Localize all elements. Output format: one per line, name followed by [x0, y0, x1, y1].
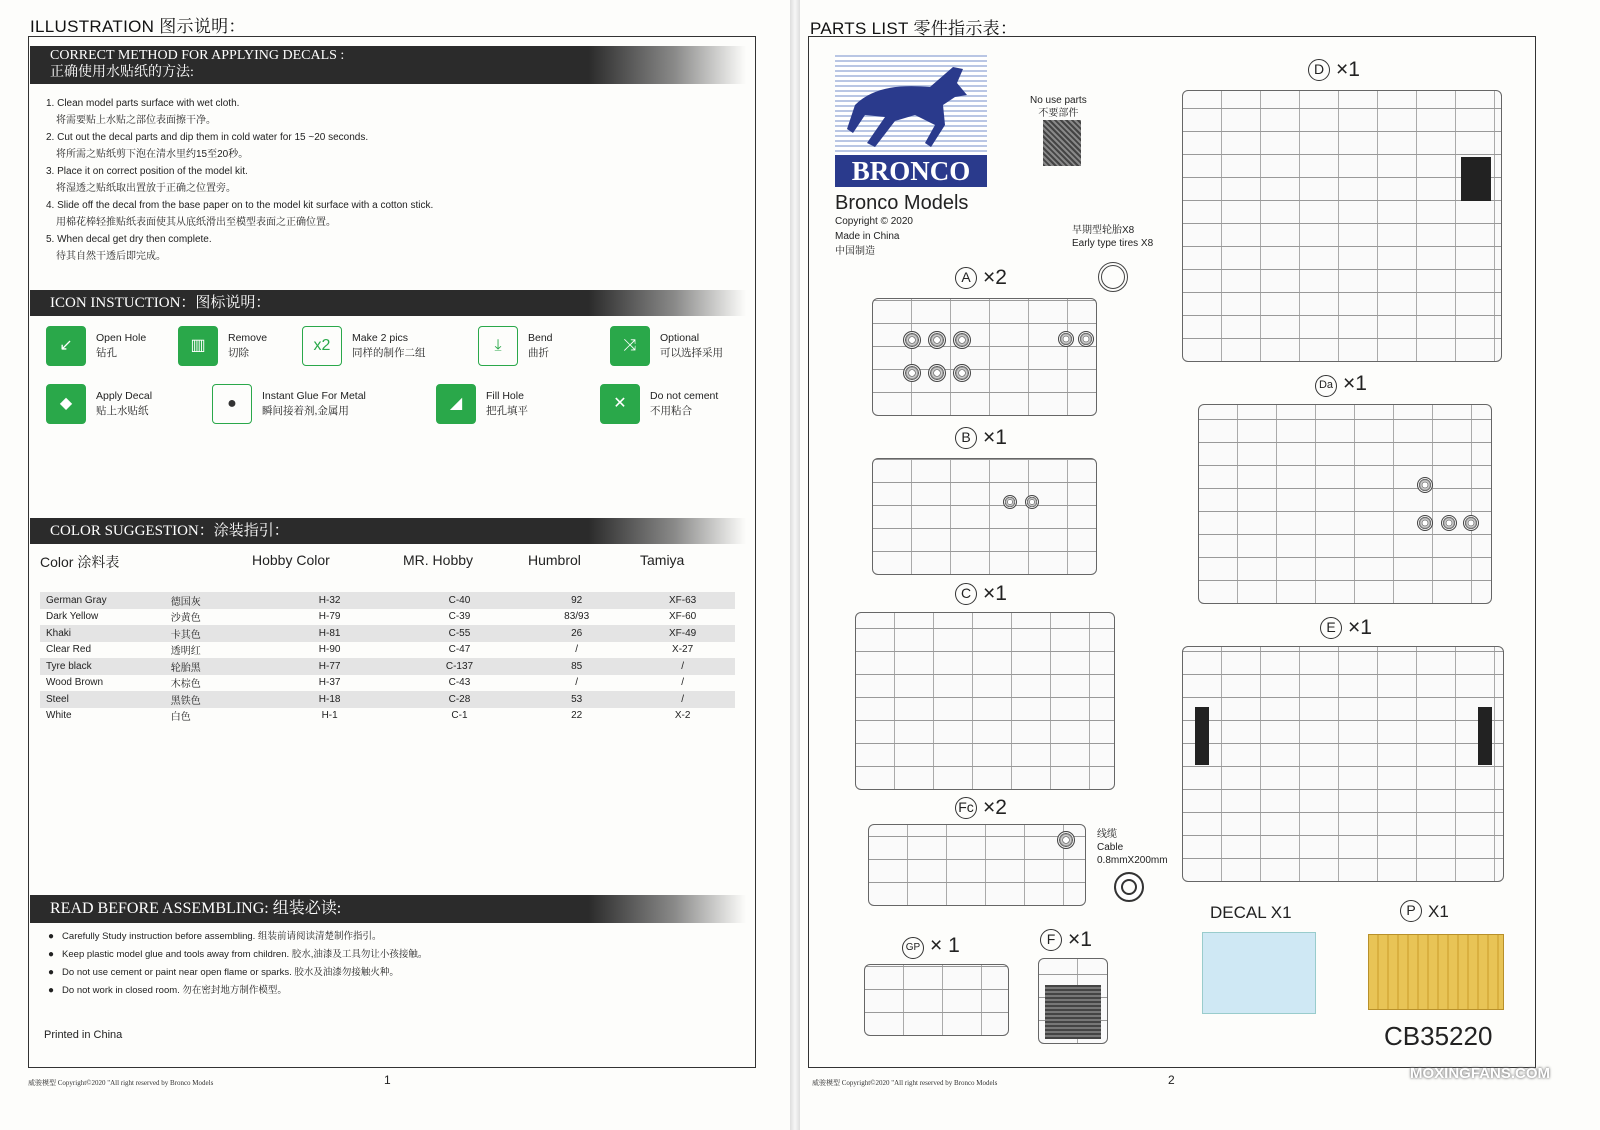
sprue-letter: F [1040, 929, 1062, 951]
color-cell: H-32 [263, 592, 395, 609]
logo-horse [835, 55, 987, 185]
bend-icon: ⤓ [478, 326, 518, 366]
color-row [40, 658, 735, 675]
icon-label-zh: 曲折 [528, 347, 549, 359]
cable-en: Cable [1097, 842, 1124, 853]
color-cell: 92 [523, 592, 630, 609]
sprue-count: ×1 [983, 582, 1007, 605]
read-band-label: READ BEFORE ASSEMBLING: 组装必读: [50, 900, 342, 918]
gutter [790, 0, 800, 1130]
icon-remove [178, 326, 267, 366]
step-en: 4. Slide off the decal from the base paper on to the model kit surface with a cotton stick. [46, 200, 434, 211]
sprue-letter: C [955, 583, 977, 605]
color-cell: 透明红 [170, 646, 201, 658]
sprue-letter: GP [902, 937, 924, 959]
color-cell: C-40 [396, 592, 523, 609]
color-cell: Khaki [40, 625, 165, 642]
sprue-label-d [1308, 58, 1360, 82]
sprue-letter: E [1320, 617, 1342, 639]
icon-label-en: Open Hole [96, 331, 147, 344]
sprue-label-gp [902, 934, 960, 959]
col-head-humbrol: Humbrol [528, 552, 581, 568]
read-item: ● Carefully Study instruction before assembling. 组装前请阅读清楚制作指引。 [48, 928, 427, 946]
step-en: 2. Cut out the decal parts and dip them in cold water for 15 ~20 seconds. [46, 132, 369, 143]
color-table [40, 592, 735, 724]
color-cell: C-1 [451, 710, 468, 722]
decals-band-en: CORRECT METHOD FOR APPLYING DECALS : [50, 48, 345, 64]
icon-band-label: ICON INSTUCTION：图标说明： [50, 295, 271, 311]
color-cell: X-27 [672, 644, 694, 656]
pe-label [1400, 900, 1449, 922]
footer: 威骏模型 Copyright©2020 "All right reserved by Bronco Models [812, 1079, 998, 1087]
sprue-f [1038, 958, 1108, 1044]
no-use-en: No use parts [1030, 95, 1087, 106]
page-header: PARTS LIST 零件指示表： [810, 19, 1018, 38]
icon-bend [478, 326, 553, 366]
color-cell: 沙黄色 [170, 613, 201, 625]
color-cell: H-90 [318, 644, 341, 656]
color-band-label: COLOR SUGGESTION：涂装指引： [50, 523, 289, 539]
decals-band-zh: 正确使用水贴纸的方法: [50, 65, 194, 80]
icon-label-zh: 钻孔 [96, 347, 117, 359]
no-use-label [1030, 94, 1087, 120]
decal-sheet [1202, 932, 1316, 1014]
sprue-count: ×2 [983, 796, 1007, 819]
color-row [40, 609, 735, 626]
color-row [40, 708, 735, 725]
color-cell: H-77 [263, 658, 395, 675]
icon-label-en: Optional [660, 331, 700, 344]
watermark: MOXINGFANS.COM [1410, 1065, 1551, 1082]
optional-icon: ⤨ [610, 326, 650, 366]
sprue-count: × 1 [930, 934, 960, 957]
icon-label-en: Remove [228, 331, 268, 344]
sprue-count: ×1 [1068, 928, 1092, 951]
sprue-d [1182, 90, 1502, 362]
color-cell: C-43 [448, 677, 471, 689]
color-cell: 85 [523, 658, 630, 675]
icon-label-en: Fill Hole [486, 389, 524, 402]
icon-do-not-cement [600, 384, 718, 424]
sprue-count: ×1 [1336, 58, 1360, 81]
sprue-count: ×2 [983, 266, 1007, 289]
glue-icon: ● [212, 384, 252, 424]
decal-label: DECAL X1 [1210, 903, 1292, 922]
pe-letter: P [1400, 900, 1422, 922]
sprue-letter: D [1308, 59, 1330, 81]
color-cell: / [575, 644, 579, 656]
color-cell: 22 [571, 710, 583, 722]
sprue-label-a [955, 266, 1007, 290]
sprue-c [855, 612, 1115, 790]
color-cell: Wood Brown [46, 677, 104, 689]
icon-label-en: Instant Glue For Metal [262, 389, 366, 402]
sprue-label-da [1315, 372, 1367, 397]
cable-zh: 线缆 [1097, 829, 1117, 840]
color-cell: / [681, 677, 684, 689]
step-zh: 将所需之贴纸剪下泡在清水里约15至20秒。 [56, 148, 249, 160]
color-cell: C-55 [396, 625, 523, 642]
decals-band [30, 46, 746, 84]
sprue-a [872, 298, 1097, 416]
sprue-label-b [955, 426, 1007, 450]
icon-label-zh: 把孔填平 [486, 405, 528, 417]
step-en: 1. Clean model parts surface with wet cloth. [46, 98, 240, 109]
step-en: 3. Place it on correct position of the model kit. [46, 166, 248, 177]
photo-etch-sheet [1368, 934, 1504, 1010]
icon-label-zh: 同样的制作二组 [352, 347, 426, 359]
sprue-e [1182, 646, 1504, 882]
sprue-gp [864, 964, 1009, 1036]
color-cell: 白色 [170, 712, 191, 724]
step-en: 5. When decal get dry then complete. [46, 234, 212, 245]
logo-brand: BRONCO [835, 155, 987, 187]
icon-open-hole [46, 326, 146, 366]
fill-hole-icon: ◢ [436, 384, 476, 424]
color-cell: XF-49 [630, 625, 735, 642]
read-band [30, 895, 746, 923]
color-row [40, 675, 735, 692]
color-row [40, 642, 735, 659]
kit-code: CB35220 [1384, 1021, 1493, 1051]
dark-part [1461, 157, 1491, 201]
color-cell: Clear Red [46, 644, 92, 656]
tires-zh: 早期型轮胎X8 [1072, 225, 1135, 236]
color-cell: / [630, 691, 735, 708]
color-cell: Dark Yellow [46, 611, 99, 623]
tire-icon [1098, 262, 1128, 292]
copyright: Copyright © 2020 [835, 216, 913, 227]
icon-apply-decal [46, 384, 152, 424]
color-row [40, 592, 735, 609]
tires-label [1072, 224, 1153, 250]
icon-label-zh: 不用粘合 [650, 405, 692, 417]
icon-label-zh: 瞬间接着剂,金属用 [262, 405, 349, 417]
sprue-b [872, 458, 1097, 575]
step-zh: 用棉花棒轻推贴纸表面使其从底纸滑出至模型表面之正确位置。 [56, 216, 336, 228]
made-in-zh: 中国制造 [835, 246, 875, 257]
icon-label-zh: 贴上水贴纸 [96, 405, 149, 417]
step-zh: 待其自然干透后即完成。 [56, 250, 166, 262]
grille-part [1045, 985, 1101, 1039]
color-cell: / [575, 677, 579, 689]
sprue-label-fc [955, 796, 1007, 820]
color-cell: H-79 [318, 611, 341, 623]
cable-size: 0.8mmX200mm [1097, 855, 1168, 866]
page-1 [0, 0, 790, 1130]
col-head-hobby: Hobby Color [252, 552, 330, 568]
col-head-tamiya: Tamiya [640, 552, 685, 568]
read-list [48, 928, 427, 1000]
remove-icon: ▥ [178, 326, 218, 366]
page-number: 1 [384, 1073, 391, 1087]
sprue-letter: Da [1315, 375, 1337, 397]
icon-optional [610, 326, 723, 366]
read-item: ● Keep plastic model glue and tools away from children. 胶水,油漆及工具勿让小孩接触。 [48, 946, 427, 964]
step-zh: 将需要贴上水贴之部位表面擦干净。 [56, 114, 216, 126]
icon-make-2 [302, 326, 426, 366]
horse-icon [835, 55, 987, 155]
sprue-letter: A [955, 267, 977, 289]
icon-label-en: Do not cement [650, 389, 719, 402]
sprue-letter: B [955, 427, 977, 449]
footer: 威骏模型 Copyright©2020 "All right reserved by Bronco Models [28, 1079, 214, 1087]
made-in: Made in China [835, 231, 900, 242]
color-row [40, 625, 735, 642]
dark-part [1478, 707, 1492, 765]
icon-fill-hole [436, 384, 528, 424]
dark-part [1195, 707, 1209, 765]
color-cell: 83/93 [564, 611, 590, 623]
color-band [30, 518, 746, 544]
color-cell: H-81 [263, 625, 395, 642]
color-cell: 木棕色 [170, 679, 201, 691]
no-use-zh: 不要部件 [1038, 108, 1079, 119]
sprue-count: ×1 [1343, 372, 1367, 395]
color-cell: White [46, 710, 72, 722]
color-cell: / [630, 658, 735, 675]
color-cell: C-47 [448, 644, 471, 656]
no-cement-icon: ✕ [600, 384, 640, 424]
tires-en: Early type tires X8 [1072, 238, 1154, 249]
color-cell: X-2 [674, 710, 691, 722]
color-cell: 卡其色 [165, 625, 264, 642]
pe-count: X1 [1428, 902, 1449, 921]
printed-in: Printed in China [44, 1029, 123, 1041]
col-head-mrhobby: MR. Hobby [403, 552, 474, 568]
color-cell: C-39 [448, 611, 471, 623]
color-cell: Tyre black [40, 658, 165, 675]
color-cell: German Gray [40, 592, 165, 609]
color-cell: C-28 [396, 691, 523, 708]
icon-label-en: Apply Decal [96, 389, 153, 402]
read-item: ● Do not work in closed room. 勿在密封地方制作模型。 [48, 982, 427, 1000]
color-cell: H-1 [321, 710, 338, 722]
logo-name: Bronco Models [835, 192, 969, 214]
color-cell: 德国灰 [165, 592, 264, 609]
page-2 [800, 0, 1600, 1130]
color-cell: H-18 [263, 691, 395, 708]
sprue-label-c [955, 582, 1007, 606]
x2-icon: x2 [302, 326, 342, 366]
cable-coil-icon [1114, 872, 1144, 902]
sprue-label-e [1320, 616, 1372, 640]
sprue-letter: Fc [955, 797, 977, 819]
open-hole-icon: ↙ [46, 326, 86, 366]
color-cell: 轮胎黑 [165, 658, 264, 675]
icon-band [30, 290, 746, 316]
icon-label-zh: 可以选择采用 [660, 347, 723, 359]
sprue-da [1198, 404, 1492, 604]
icon-instant-glue [212, 384, 366, 424]
color-cell: H-37 [318, 677, 341, 689]
decal-steps [46, 96, 433, 266]
sprue-count: ×1 [1348, 616, 1372, 639]
sprue-count: ×1 [983, 426, 1007, 449]
page-header: ILLUSTRATION 图示说明： [30, 17, 246, 36]
color-cell: 53 [523, 691, 630, 708]
color-cell: XF-63 [630, 592, 735, 609]
cable-label [1097, 828, 1168, 867]
color-cell: 26 [523, 625, 630, 642]
sprue-label-f [1040, 928, 1092, 952]
color-cell: XF-60 [669, 611, 697, 623]
step-zh: 将湿透之贴纸取出置放于正确之位置旁。 [56, 182, 236, 194]
page-number: 2 [1168, 1073, 1175, 1087]
sprue-fc [868, 824, 1086, 906]
icon-label-en: Bend [528, 331, 553, 344]
icon-label-en: Make 2 pics [352, 331, 409, 344]
read-item: ● Do not use cement or paint near open flame or sparks. 胶水及油漆勿接触火种。 [48, 964, 427, 982]
no-use-part [1043, 120, 1081, 166]
icon-label-zh: 切除 [228, 347, 249, 359]
color-cell: C-137 [396, 658, 523, 675]
color-row [40, 691, 735, 708]
color-cell: 黑铁色 [165, 691, 264, 708]
apply-decal-icon: ◆ [46, 384, 86, 424]
color-cell: Steel [40, 691, 165, 708]
col-head-color: Color 涂料表 [40, 554, 120, 570]
